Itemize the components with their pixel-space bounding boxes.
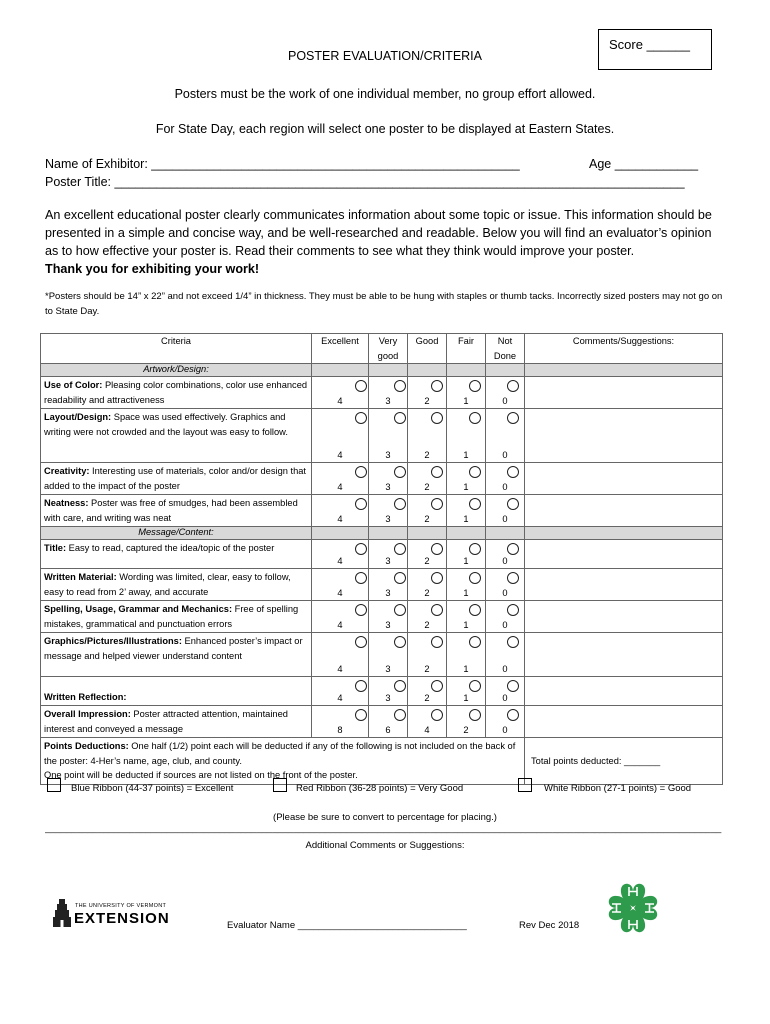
criteria-title: Neatness: (44, 498, 89, 508)
table-row (41, 409, 723, 463)
table-row (41, 677, 723, 706)
rating-radio[interactable] (355, 636, 367, 648)
rating-radio[interactable] (355, 604, 367, 616)
comments-cell[interactable] (525, 706, 723, 738)
header-not-done (486, 334, 525, 364)
rating-radio[interactable] (394, 380, 406, 392)
score-value: 3 (385, 482, 391, 492)
white-ribbon-label: White Ribbon (27-1 points) = Good (544, 783, 692, 794)
header-fair: Fair (447, 334, 486, 364)
rating-radio[interactable] (355, 572, 367, 584)
rating-radio[interactable] (469, 680, 481, 692)
criteria-cell (41, 377, 312, 409)
score-cell-very-good (369, 601, 408, 633)
poster-title-field[interactable]: Poster Title: __________________________________________________________________________________ (45, 175, 685, 189)
score-cell-good (408, 409, 447, 463)
score-cell-fair (447, 409, 486, 463)
score-value: 2 (424, 514, 430, 524)
score-cell-good (408, 540, 447, 569)
rating-radio[interactable] (355, 380, 367, 392)
score-value: 2 (424, 450, 430, 460)
red-ribbon-label: Red Ribbon (36-28 points) = Very Good (296, 783, 464, 794)
rating-radio[interactable] (431, 543, 443, 555)
score-cell-excellent (312, 409, 369, 463)
score-cell-fair (447, 463, 486, 495)
score-cell-not-done (486, 601, 525, 633)
rating-radio[interactable] (469, 543, 481, 555)
score-cell-good (408, 495, 447, 527)
rating-radio[interactable] (355, 466, 367, 478)
deductions-text: One half (1/2) point each will be deducted if any of the following is not included on the back of the poster: 4-Her’s name, age, club, and county. (44, 741, 516, 766)
score-value: 0 (502, 664, 508, 674)
score-value: 4 (337, 556, 343, 566)
score-value: 1 (463, 482, 469, 492)
score-cell-good (408, 633, 447, 677)
rating-radio[interactable] (507, 412, 519, 424)
score-cell-excellent (312, 463, 369, 495)
table-row (41, 569, 723, 601)
rating-radio[interactable] (431, 636, 443, 648)
score-cell-very-good (369, 677, 408, 706)
score-value: 0 (502, 725, 508, 735)
comments-cell[interactable] (525, 377, 723, 409)
score-value: 3 (385, 693, 391, 703)
rating-radio[interactable] (507, 604, 519, 616)
rating-radio[interactable] (507, 709, 519, 721)
rating-radio[interactable] (469, 466, 481, 478)
logo-extension-text: EXTENSION (74, 910, 170, 927)
rating-radio[interactable] (431, 498, 443, 510)
rating-radio[interactable] (355, 498, 367, 510)
evaluator-name-field[interactable]: Evaluator Name ________________________________ (227, 920, 467, 931)
score-cell-good (408, 463, 447, 495)
total-deducted-field[interactable]: Total points deducted: _______ (525, 738, 723, 785)
score-value: 3 (385, 620, 391, 630)
rating-radio[interactable] (394, 680, 406, 692)
score-value: 3 (385, 556, 391, 566)
red-ribbon-checkbox[interactable] (273, 778, 287, 792)
score-cell-very-good (369, 633, 408, 677)
rating-radio[interactable] (431, 604, 443, 616)
score-value: 2 (424, 482, 430, 492)
rating-radio[interactable] (469, 604, 481, 616)
rating-radio[interactable] (507, 380, 519, 392)
score-value: 8 (337, 725, 343, 735)
criteria-description: Pleasing color combinations, color use enhanced readability and attractiveness (44, 380, 308, 405)
criteria-title: Creativity: (44, 466, 90, 476)
score-value: 0 (502, 514, 508, 524)
score-cell-good (408, 569, 447, 601)
score-cell-not-done (486, 463, 525, 495)
score-cell-excellent (312, 633, 369, 677)
rating-radio[interactable] (469, 412, 481, 424)
header-very-good-line2: good (377, 350, 399, 361)
rating-radio[interactable] (394, 543, 406, 555)
score-cell-excellent (312, 495, 369, 527)
criteria-description: Free of spelling mistakes, grammatical and punctuation errors (44, 604, 299, 629)
score-value: 4 (337, 664, 343, 674)
score-value: 4 (337, 450, 343, 460)
header-criteria: Criteria (41, 334, 312, 364)
criteria-title: Written Reflection: (44, 691, 127, 702)
score-cell-fair (447, 495, 486, 527)
score-cell-fair (447, 377, 486, 409)
score-value: 3 (385, 664, 391, 674)
section-message-content: Message/Content: (41, 527, 312, 540)
score-cell-not-done (486, 409, 525, 463)
table-row (41, 377, 723, 409)
score-label: Score ______ (609, 37, 690, 52)
rating-radio[interactable] (431, 572, 443, 584)
score-cell-excellent (312, 540, 369, 569)
rating-radio[interactable] (469, 709, 481, 721)
score-cell-very-good (369, 540, 408, 569)
rating-radio[interactable] (507, 543, 519, 555)
score-cell-not-done (486, 495, 525, 527)
score-value: 2 (424, 693, 430, 703)
score-cell-fair (447, 601, 486, 633)
score-value: 4 (337, 514, 343, 524)
score-cell-very-good (369, 409, 408, 463)
score-value: 2 (424, 588, 430, 598)
score-cell-very-good (369, 495, 408, 527)
table-row (41, 633, 723, 677)
convert-note: (Please be sure to convert to percentage for placing.) (273, 812, 497, 823)
criteria-title: Title: (44, 543, 67, 553)
table-row (41, 463, 723, 495)
rating-radio[interactable] (394, 709, 406, 721)
score-cell-not-done (486, 540, 525, 569)
score-value: 3 (385, 514, 391, 524)
score-cell-excellent (312, 706, 369, 738)
comments-cell[interactable] (525, 633, 723, 677)
score-cell-excellent (312, 601, 369, 633)
score-cell-good (408, 706, 447, 738)
rating-radio[interactable] (394, 572, 406, 584)
score-cell-excellent (312, 569, 369, 601)
header-very-good (369, 334, 408, 364)
score-value: 0 (502, 693, 508, 703)
rating-radio[interactable] (507, 466, 519, 478)
4h-clover-icon (604, 879, 662, 937)
criteria-description: Wording was limited, clear, easy to follow, easy to read from 2’ away, and accurate (44, 572, 291, 597)
score-value: 1 (463, 450, 469, 460)
score-value: 2 (463, 725, 469, 735)
header-very-good-line1: Very (378, 336, 398, 346)
rating-radio[interactable] (355, 543, 367, 555)
header-good: Good (408, 334, 447, 364)
rating-radio[interactable] (431, 380, 443, 392)
score-value: 1 (463, 620, 469, 630)
score-cell-fair (447, 677, 486, 706)
age-field[interactable]: Age ____________ (589, 157, 699, 171)
comments-cell[interactable] (525, 495, 723, 527)
score-value: 0 (502, 620, 508, 630)
score-value: 4 (337, 588, 343, 598)
evaluation-table (40, 333, 723, 785)
score-value: 2 (424, 620, 430, 630)
comments-cell[interactable] (525, 540, 723, 569)
rating-radio[interactable] (469, 380, 481, 392)
section-artwork-design: Artwork/Design: (41, 364, 312, 377)
blue-ribbon-label: Blue Ribbon (44-37 points) = Excellent (71, 783, 234, 794)
score-value: 4 (337, 693, 343, 703)
rating-radio[interactable] (431, 412, 443, 424)
score-value: 3 (385, 396, 391, 406)
score-value: 0 (502, 588, 508, 598)
rating-radio[interactable] (355, 412, 367, 424)
score-value: 4 (337, 482, 343, 492)
criteria-title: Use of Color: (44, 380, 103, 390)
score-value: 4 (337, 620, 343, 630)
criteria-description: Poster was free of smudges, had been assembled with care, and writing was neat (44, 498, 298, 523)
rule-state-day: For State Day, each region will select one poster to be displayed at Eastern States. (155, 122, 615, 136)
comments-cell[interactable] (525, 409, 723, 463)
size-note: *Posters should be 14” x 22” and not exceed 1/4” in thickness. They must be able to be hung with staples or thumb tacks. Incorrectly sized posters may not go on to State Day. (45, 291, 723, 317)
header-excellent: Excellent (312, 334, 369, 364)
score-cell-not-done (486, 377, 525, 409)
rating-radio[interactable] (394, 636, 406, 648)
intro-paragraph (45, 206, 715, 278)
score-value: 3 (385, 450, 391, 460)
score-cell-fair (447, 540, 486, 569)
rating-radio[interactable] (431, 680, 443, 692)
logo-university-text: THE UNIVERSITY OF VERMONT (75, 903, 167, 909)
score-value: 2 (424, 556, 430, 566)
criteria-cell (41, 409, 312, 463)
criteria-title: Layout/Design: (44, 412, 112, 422)
table-row (41, 601, 723, 633)
criteria-title: Spelling, Usage, Grammar and Mechanics: (44, 604, 233, 614)
criteria-cell (41, 540, 312, 569)
deductions-label: Points Deductions: (44, 741, 129, 751)
comments-cell[interactable] (525, 677, 723, 706)
table-row (41, 495, 723, 527)
score-value: 1 (463, 514, 469, 524)
score-cell-fair (447, 633, 486, 677)
score-cell-fair (447, 706, 486, 738)
exhibitor-name-field[interactable]: Name of Exhibitor: _____________________________________________________ (45, 157, 520, 171)
score-value: 1 (463, 588, 469, 598)
criteria-title: Written Material: (44, 572, 117, 582)
criteria-title: Graphics/Pictures/Illustrations: (44, 636, 182, 646)
score-value: 2 (424, 396, 430, 406)
rating-radio[interactable] (469, 636, 481, 648)
rating-radio[interactable] (394, 466, 406, 478)
score-value: 0 (502, 482, 508, 492)
rating-radio[interactable] (507, 636, 519, 648)
score-cell-very-good (369, 569, 408, 601)
score-cell-excellent (312, 677, 369, 706)
score-value: 3 (385, 588, 391, 598)
criteria-description: Easy to read, captured the idea/topic of the poster (66, 543, 275, 553)
rating-radio[interactable] (431, 466, 443, 478)
score-value: 2 (424, 664, 430, 674)
criteria-cell (41, 463, 312, 495)
thanks-text: Thank you for exhibiting your work! (45, 262, 260, 276)
comments-divider: ________________________________________________________________________________________________________________________________ (45, 823, 722, 834)
rating-radio[interactable] (507, 680, 519, 692)
blue-ribbon-checkbox[interactable] (47, 778, 61, 792)
score-cell-not-done (486, 677, 525, 706)
score-value: 1 (463, 556, 469, 566)
rating-radio[interactable] (469, 572, 481, 584)
criteria-cell (41, 601, 312, 633)
rule-individual: Posters must be the work of one individual member, no group effort allowed. (174, 87, 596, 101)
rating-radio[interactable] (507, 498, 519, 510)
table-row (41, 706, 723, 738)
page-title: POSTER EVALUATION/CRITERIA (287, 49, 482, 63)
header-not-done-line1: Not (497, 336, 513, 346)
deductions-text-sources: One point will be deducted if sources are not listed on the front of the poster. (44, 770, 358, 780)
intro-text: An excellent educational poster clearly communicates information about some topic or issue. This information should be presented in a simple and concise way, and be well-researched and readable. Below you will find an evaluator’s opinion as to how effective your poster is. Read their comments to see what they think would improve your poster. (45, 208, 712, 258)
criteria-description: Space was used effectively. Graphics and writing were not crowded and the layout was easy to follow. (44, 412, 288, 437)
uvm-tower-icon (52, 899, 72, 927)
score-cell-fair (447, 569, 486, 601)
score-cell-excellent (312, 377, 369, 409)
rating-radio[interactable] (355, 709, 367, 721)
criteria-cell (41, 706, 312, 738)
table-row (41, 540, 723, 569)
score-cell-not-done (486, 706, 525, 738)
criteria-cell (41, 495, 312, 527)
criteria-cell (41, 677, 312, 706)
criteria-cell (41, 633, 312, 677)
additional-comments-label[interactable]: Additional Comments or Suggestions: (305, 840, 465, 851)
score-value: 0 (502, 396, 508, 406)
score-value: 6 (385, 725, 391, 735)
score-cell-very-good (369, 706, 408, 738)
header-comments: Comments/Suggestions: (525, 334, 723, 364)
revision-date: Rev Dec 2018 (519, 920, 580, 931)
white-ribbon-checkbox[interactable] (518, 778, 532, 792)
score-cell-good (408, 377, 447, 409)
score-cell-not-done (486, 633, 525, 677)
comments-cell[interactable] (525, 601, 723, 633)
score-cell-very-good (369, 377, 408, 409)
criteria-description: Interesting use of materials, color and/or design that added to the impact of the poster (44, 466, 306, 491)
comments-cell[interactable] (525, 569, 723, 601)
score-cell-good (408, 601, 447, 633)
criteria-description: Poster attracted attention, maintained interest and conveyed a message (44, 709, 288, 734)
score-value: 0 (502, 450, 508, 460)
rating-radio[interactable] (431, 709, 443, 721)
score-cell-not-done (486, 569, 525, 601)
rating-radio[interactable] (394, 604, 406, 616)
rating-radio[interactable] (394, 498, 406, 510)
rating-radio[interactable] (355, 680, 367, 692)
score-value: 1 (463, 664, 469, 674)
score-value: 4 (337, 396, 343, 406)
rating-radio[interactable] (507, 572, 519, 584)
score-value: 1 (463, 396, 469, 406)
score-value: 0 (502, 556, 508, 566)
score-cell-good (408, 677, 447, 706)
rating-radio[interactable] (394, 412, 406, 424)
rating-radio[interactable] (469, 498, 481, 510)
criteria-cell (41, 569, 312, 601)
score-value: 4 (424, 725, 430, 735)
comments-cell[interactable] (525, 463, 723, 495)
score-cell-very-good (369, 463, 408, 495)
criteria-description: Enhanced poster’s impact or message and helped viewer understand content (44, 636, 303, 661)
score-value: 1 (463, 693, 469, 703)
criteria-title: Overall Impression: (44, 709, 131, 719)
header-not-done-line2: Done (493, 350, 517, 361)
